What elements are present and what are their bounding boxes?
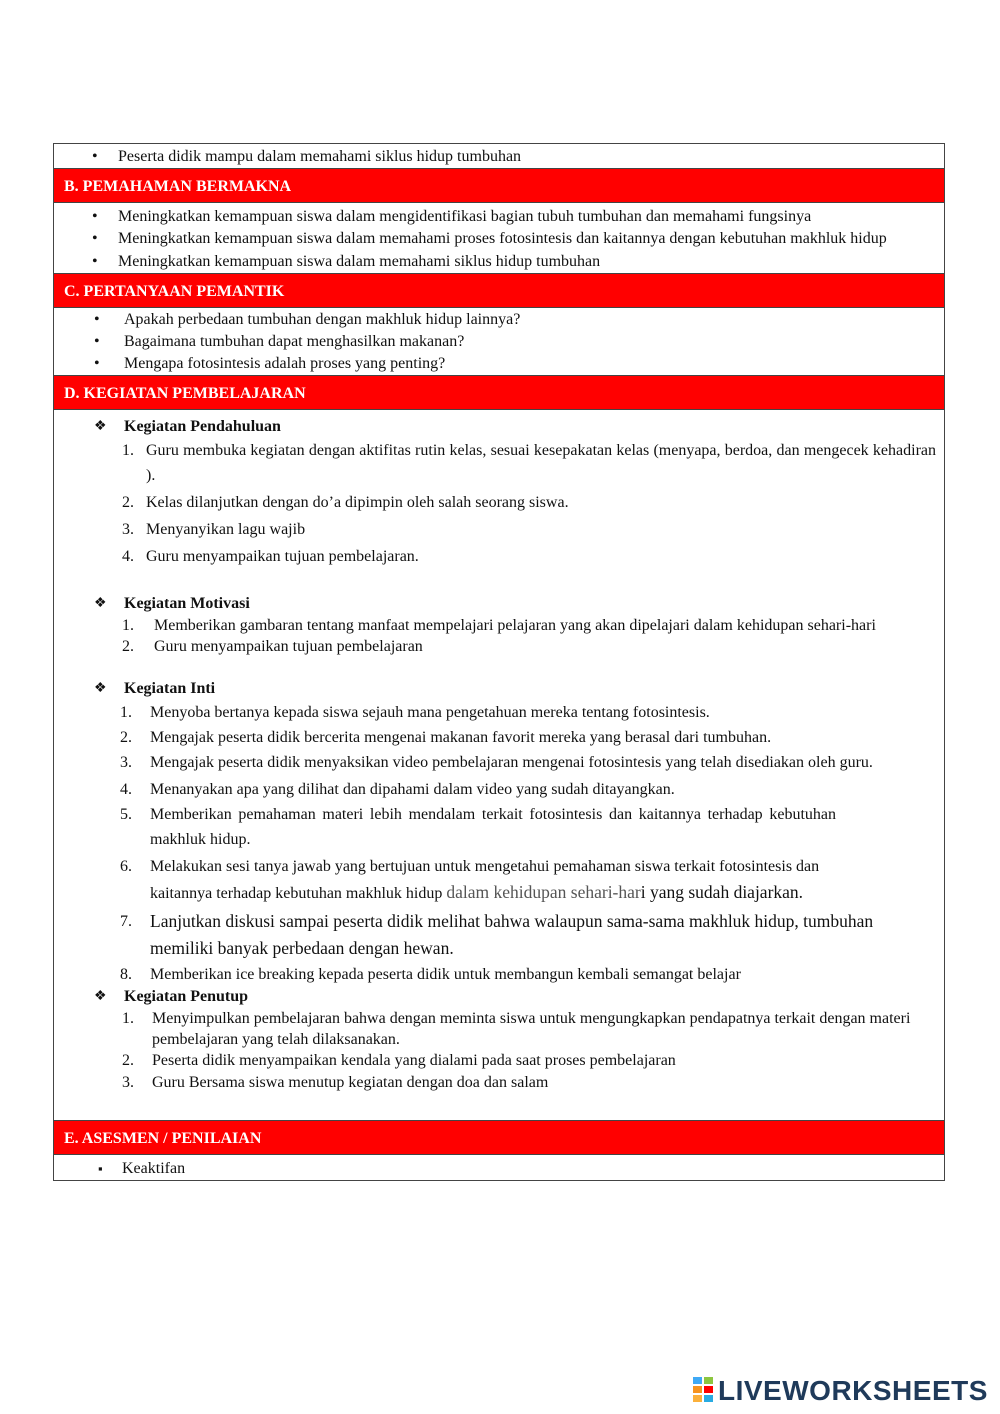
- item-number: 4.: [122, 548, 134, 565]
- list-item-text: Menyanyikan lagu wajib: [146, 521, 306, 538]
- list-item-text: Menyimpulkan pembelajaran bahwa dengan meminta siswa untuk mengungkapkan pendapatnya terkait dengan materi pembelajaran yang telah dilaksanakan.: [152, 1010, 911, 1048]
- item-number: 5.: [120, 806, 132, 823]
- list-item-text: Meningkatkan kemampuan siswa dalam memahami siklus hidup tumbuhan: [118, 253, 601, 270]
- section-title: B. PEMAHAMAN BERMAKNA: [64, 178, 292, 195]
- list-item: [54, 353, 936, 375]
- section-e-header: [54, 1120, 944, 1155]
- list-item-text: Kelas dilanjutkan dengan do’a dipimpin oleh salah seorang siswa.: [146, 494, 569, 511]
- section-d-header: [54, 375, 944, 410]
- list-item: [54, 309, 936, 331]
- lesson-plan-table: [53, 143, 945, 1181]
- subsection-title: Kegiatan Pendahuluan: [124, 418, 281, 435]
- list-item: [54, 517, 936, 542]
- item-number: 1.: [122, 1010, 134, 1027]
- list-item-text: Mengapa fotosintesis adalah proses yang penting?: [124, 355, 446, 372]
- list-item-text: Keaktifan: [122, 1160, 186, 1177]
- list-item: [54, 544, 936, 569]
- list-item-text: Mengajak peserta didik bercerita mengenai makanan favorit mereka yang berasal dari tumbuhan.: [150, 729, 772, 746]
- item-number: 3.: [122, 1074, 134, 1091]
- list-item-text: Guru menyampaikan tujuan pembelajaran: [154, 638, 423, 655]
- subsection-motivasi-title: [54, 593, 936, 615]
- item-number: 1.: [120, 704, 132, 721]
- list-item-text: Lanjutkan diskusi sampai peserta didik melihat bahwa walaupun sama-sama makhluk hidup, tumbuhan memiliki banyak perbedaan dengan hewan.: [150, 911, 874, 958]
- list-item-text: Apakah perbedaan tumbuhan dengan makhluk hidup lainnya?: [124, 311, 521, 328]
- list-item-text: Menanyakan apa yang dilihat dan dipahami dalam video yang sudah ditayangkan.: [150, 781, 675, 798]
- list-item-text: Meningkatkan kemampuan siswa dalam memahami proses fotosintesis dan kaitannya dengan kebutuhan makhluk hidup: [118, 230, 887, 247]
- item-number: 2.: [122, 638, 134, 655]
- section-title: E. ASESMEN / PENILAIAN: [64, 1130, 262, 1147]
- section-b-header: [54, 168, 944, 203]
- section-b-body: [54, 203, 944, 273]
- list-item-text: Meningkatkan kemampuan siswa dalam mengidentifikasi bagian tubuh tumbuhan dan memahami fungsinya: [118, 208, 812, 225]
- list-item: [54, 854, 936, 906]
- list-item-text: Menyoba bertanya kepada siswa sejauh mana pengetahuan mereka tentang fotosintesis.: [150, 704, 710, 721]
- list-item: [54, 490, 936, 515]
- list-item: [54, 700, 936, 725]
- list-item: [54, 146, 936, 168]
- liveworksheets-logo-text: LIVEWORKSHEETS: [718, 1375, 988, 1406]
- list-item: [54, 908, 936, 962]
- list-item: [54, 802, 936, 852]
- item-number: 6.: [120, 858, 132, 875]
- list-item-text: Memberikan ice breaking kepada peserta didik untuk membangun kembali semangat belajar: [150, 966, 741, 983]
- subsection-pendahuluan-title: [54, 416, 936, 438]
- section-title: C. PERTANYAAN PEMANTIK: [64, 283, 285, 300]
- subsection-title: Kegiatan Motivasi: [124, 595, 250, 612]
- item-number: 1.: [122, 442, 134, 459]
- list-item: [54, 1158, 936, 1180]
- list-item-text: Bagaimana tumbuhan dapat menghasilkan makanan?: [124, 333, 465, 350]
- section-c-body: [54, 308, 944, 375]
- list-item: [54, 636, 936, 658]
- list-item: [54, 331, 936, 353]
- list-item: [54, 615, 936, 636]
- section-d-body: [54, 410, 944, 1120]
- subsection-title: Kegiatan Inti: [124, 680, 216, 697]
- section-c-header: [54, 273, 944, 308]
- item-number: 7.: [120, 913, 132, 930]
- list-item: [54, 251, 936, 273]
- list-item-text-highlight: dalam kehidupan sehari-har: [446, 882, 641, 902]
- list-item-text: Peserta didik menyampaikan kendala yang dialami pada saat proses pembelajaran: [152, 1052, 676, 1069]
- list-item-text: Guru membuka kegiatan dengan aktifitas rutin kelas, sesuai kesepakatan kelas (menyapa, berdoa, dan mengecek kehadiran ).: [146, 442, 936, 484]
- section-title: D. KEGIATAN PEMBELAJARAN: [64, 385, 306, 402]
- list-item: [54, 964, 936, 986]
- list-item: [54, 725, 936, 750]
- list-item-text: Memberikan pemahaman materi lebih mendalam terkait fotosintesis dan kaitannya terhadap kebutuhan makhluk hidup.: [150, 806, 836, 848]
- list-item-text-end: i yang sudah diajarkan.: [640, 882, 804, 902]
- item-number: 4.: [120, 781, 132, 798]
- item-number: 8.: [120, 966, 132, 983]
- list-item: [54, 750, 936, 775]
- subsection-penutup-title: [54, 986, 936, 1008]
- item-number: 2.: [120, 729, 132, 746]
- subsection-inti-title: [54, 678, 936, 700]
- section-e-body: [54, 1155, 944, 1180]
- item-number: 3.: [120, 754, 132, 771]
- list-item: [54, 206, 936, 228]
- item-number: 2.: [122, 1052, 134, 1069]
- list-item: [54, 1008, 936, 1050]
- list-item-text: Melakukan sesi tanya jawab yang bertujuan untuk mengetahui pemahaman siswa terkait fotosintesis dan kaitannya terhadap kebutuhan makhluk hidup: [150, 858, 820, 902]
- item-number: 1.: [122, 617, 134, 634]
- list-item: [54, 1072, 936, 1094]
- list-item-text: Guru menyampaikan tujuan pembelajaran.: [146, 548, 419, 565]
- list-item-text: Memberikan gambaran tentang manfaat mempelajari pelajaran yang akan dipelajari dalam kehidupan sehari-hari: [154, 617, 876, 634]
- item-number: 3.: [122, 521, 134, 538]
- list-item-text: Guru Bersama siswa menutup kegiatan dengan doa dan salam: [152, 1074, 549, 1091]
- subsection-title: Kegiatan Penutup: [124, 988, 249, 1005]
- liveworksheets-logo-icon: [692, 1375, 716, 1403]
- liveworksheets-logo: [692, 1374, 988, 1408]
- list-item: [54, 438, 936, 488]
- item-number: 2.: [122, 494, 134, 511]
- list-item-text: Mengajak peserta didik menyaksikan video pembelajaran mengenai fotosintesis yang telah disediakan oleh guru.: [150, 754, 873, 771]
- top-section: [54, 144, 944, 168]
- list-item: [54, 777, 936, 802]
- list-item-text: Peserta didik mampu dalam memahami siklus hidup tumbuhan: [118, 148, 522, 165]
- list-item: [54, 1050, 936, 1072]
- list-item: [54, 229, 936, 249]
